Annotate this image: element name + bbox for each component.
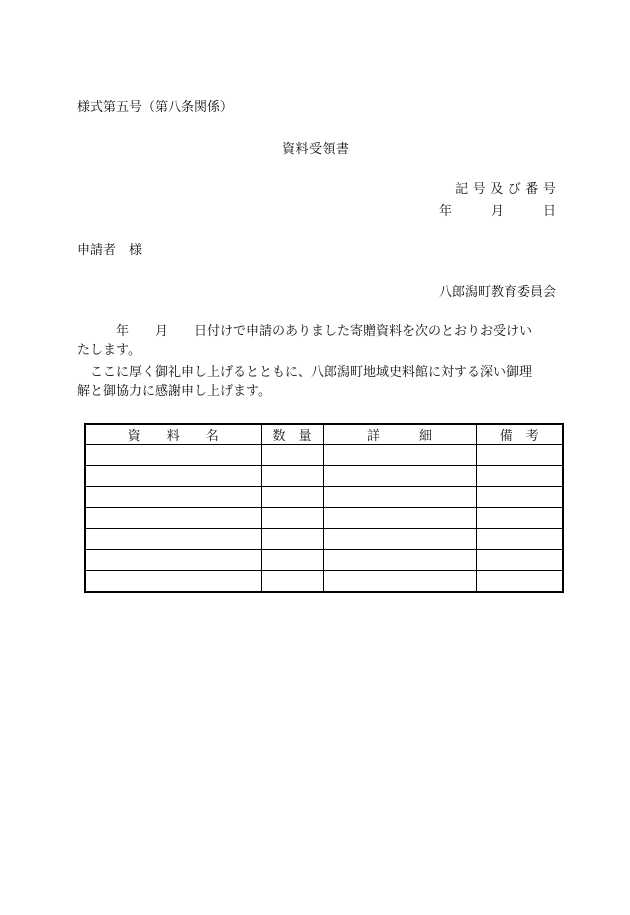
table-cell [323,550,476,571]
table-cell [476,466,563,487]
table-cell [85,466,261,487]
table-cell [476,445,563,466]
form-number: 様式第五号（第八条関係） [77,100,234,115]
body-text-line: 解と御協力に感謝申し上げます。 [77,384,271,399]
table-cell [476,529,563,550]
table-cell [261,571,323,593]
addressee: 申請者 様 [77,243,143,258]
table-cell [323,529,476,550]
table-cell [476,487,563,508]
date-line: 年 月 日 [438,204,556,219]
table-cell [323,445,476,466]
table-cell [323,571,476,593]
table-row [85,445,563,466]
table-cell [85,529,261,550]
body-text-line: 年 月 日付けで申請のありました寄贈資料を次のとおりお受けい [77,324,533,339]
table-cell [323,487,476,508]
table-header-row [85,424,563,445]
page-title: 資料受領書 [282,142,350,157]
table-cell [85,445,261,466]
table-cell [261,550,323,571]
table-cell [261,487,323,508]
issuer: 八郎潟町教育委員会 [438,285,556,300]
body-text-line: ここに厚く御礼申し上げるとともに、八郎潟町地域史料館に対する深い御理 [77,365,533,380]
header-remarks: 備 考 [476,424,563,445]
table-cell [85,508,261,529]
header-quantity: 数 量 [261,424,323,445]
header-details: 詳 細 [323,424,476,445]
materials-table [84,423,564,593]
table-cell [85,487,261,508]
table-cell [261,529,323,550]
table-body [85,445,563,593]
table-row [85,550,563,571]
table-row [85,529,563,550]
table-row [85,571,563,593]
body-text-line: たします。 [77,343,141,358]
record-number-label: 記 号 及 び 番 号 [455,182,556,197]
table-cell [323,508,476,529]
table-cell [261,466,323,487]
table-cell [261,508,323,529]
table-row [85,487,563,508]
table-cell [476,508,563,529]
table-cell [323,466,476,487]
table-row [85,508,563,529]
table-cell [85,571,261,593]
header-material-name: 資 料 名 [85,424,261,445]
table-cell [476,550,563,571]
table-cell [476,571,563,593]
table-row [85,466,563,487]
table-cell [85,550,261,571]
table-cell [261,445,323,466]
